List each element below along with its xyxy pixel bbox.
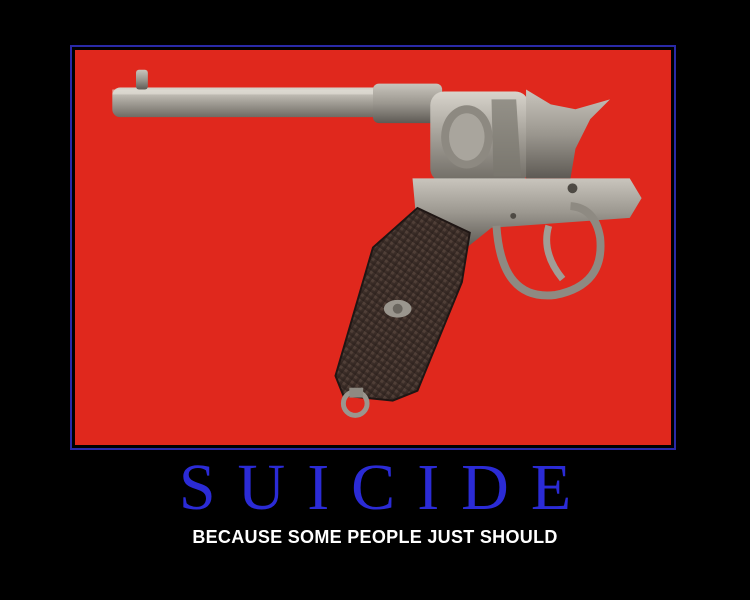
grip [335, 208, 469, 415]
poster-title: SUICIDE [178, 451, 594, 524]
poster-subtitle: BECAUSE SOME PEOPLE JUST SHOULD [192, 527, 558, 547]
poster-photo [75, 50, 671, 445]
revolver-icon [75, 50, 671, 445]
cylinder [430, 91, 529, 182]
photo-frame [70, 45, 676, 450]
barrel [112, 70, 442, 123]
